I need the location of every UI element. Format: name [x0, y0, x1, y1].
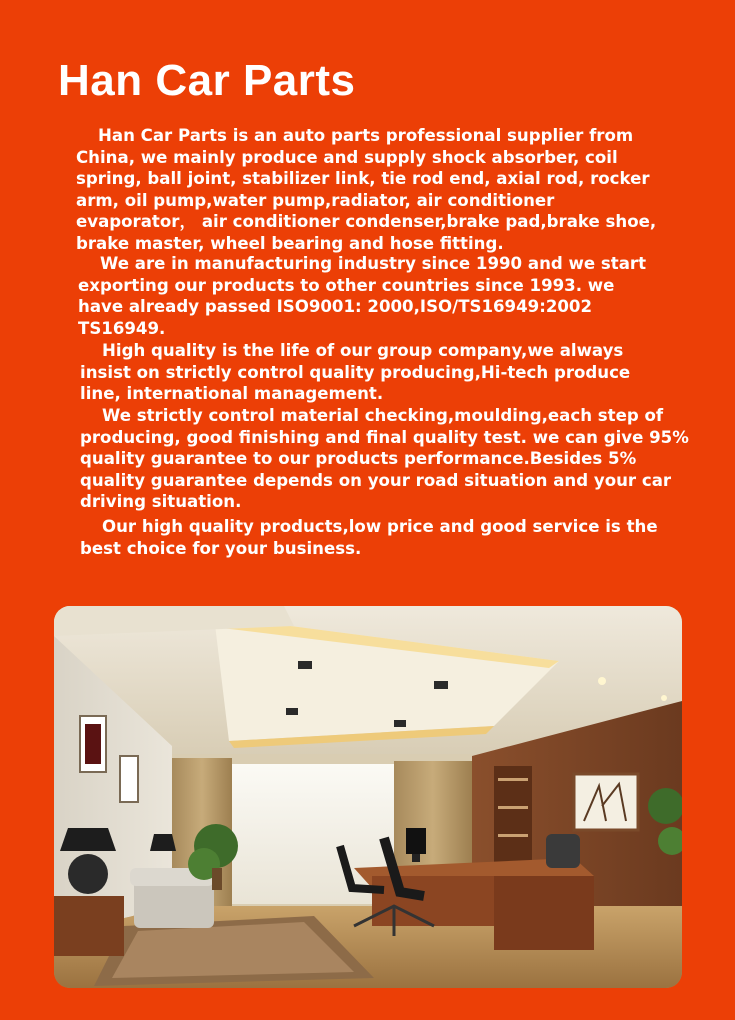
closing-paragraph: Our high quality products,low price and good service is the best choice for your business. — [80, 517, 658, 558]
intro-paragraph: Han Car Parts is an auto parts professional supplier from China, we mainly produce and supply shock absorber, coil spring, ball joint, stabilizer link, tie rod end, axial rod, rocker arm, oil pump,water pump,radiator, air conditioner evaporator， air conditioner condenser,brake pad,brake shoe, brake master, wheel bearing and hose fitting. — [76, 126, 657, 253]
page-title: Han Car Parts — [58, 56, 356, 105]
history-paragraph: We are in manufacturing industry since 1990 and we start exporting our products to other countries since 1993. we have already passed ISO9001: 2000,ISO/TS16949:2002 TS16949. — [78, 254, 647, 338]
quality-control-paragraph: We strictly control material checking,moulding,each step of producing, good finishing and final quality test. we can give 95% quality guarantee to our products performance.Besides 5% quality guarantee depends on your road situation and your car driving situation. — [80, 406, 689, 512]
quality-paragraph: High quality is the life of our group company,we always insist on strictly control quality producing,Hi-tech produce line, international management. — [80, 341, 631, 404]
office-interior-photo — [54, 606, 682, 988]
